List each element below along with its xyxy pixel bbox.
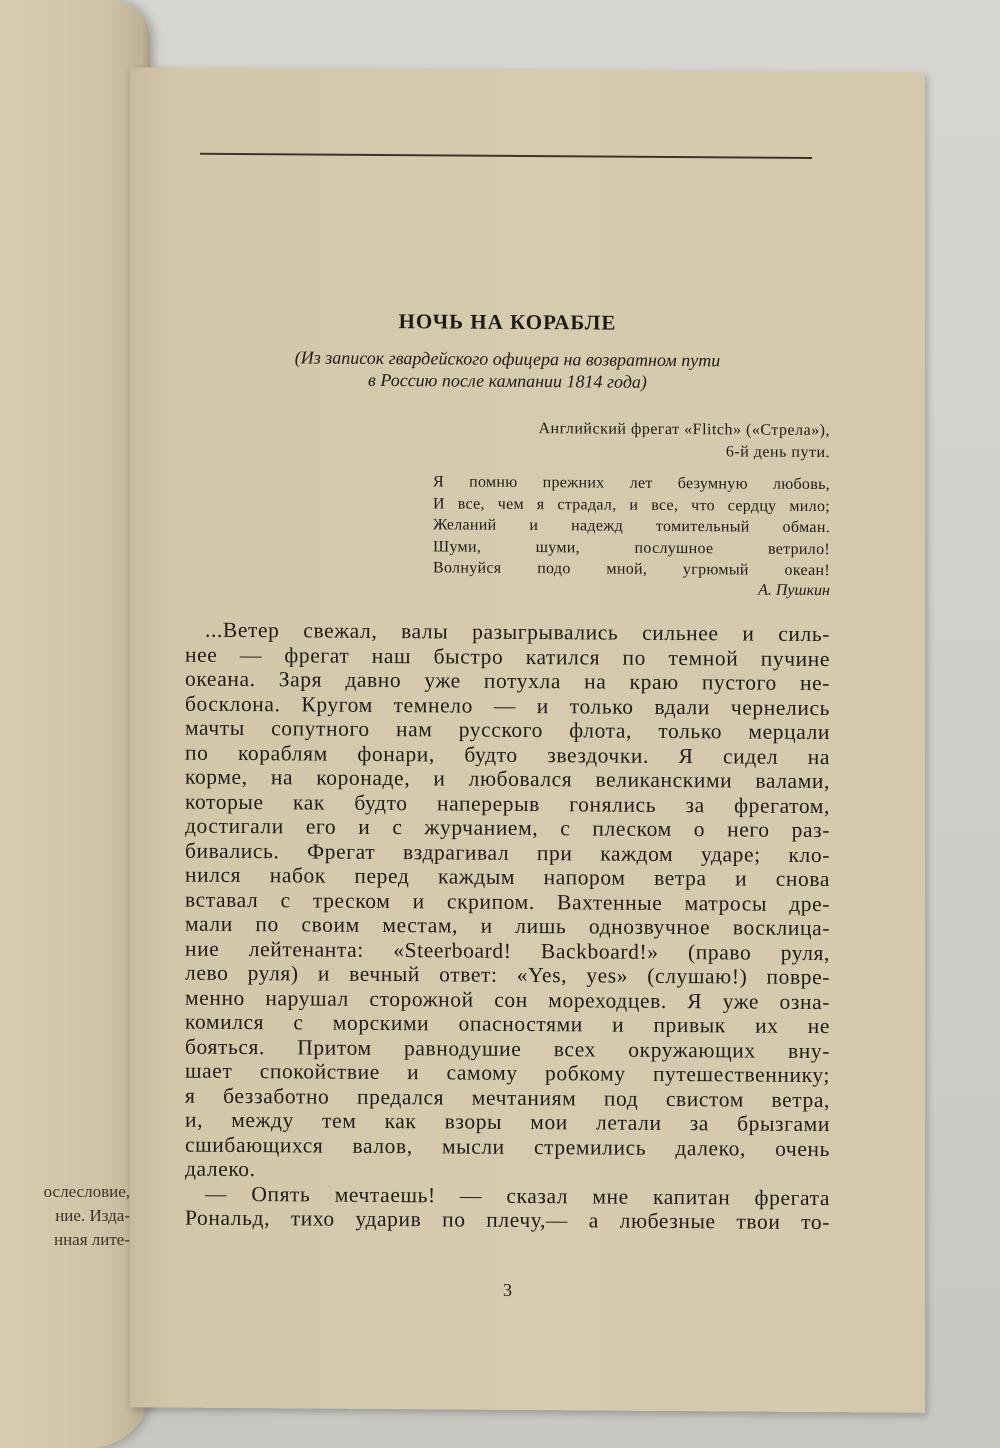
left-page-fragment: нная лите- [53, 1230, 130, 1249]
body-line: корме, на коронаде, и любовался великанскими валами, [185, 764, 830, 794]
body-line: лево руля) и вечный ответ: «Yes, yes» (слушаю!) повре- [185, 960, 830, 990]
left-page [0, 0, 150, 1448]
body-line: мали по своим местам, и лишь однозвучное восклица- [185, 911, 830, 941]
epigraph-line: И все, чем я страдал, и все, что сердцу мило; [433, 494, 830, 515]
body-text [185, 618, 830, 1235]
body-line: ...Ветер свежал, валы разыгрывались сильнее и силь- [205, 617, 830, 647]
body-line: которые как будто наперерыв гонялись за фрегатом, [185, 789, 830, 818]
place-line: Английский фрегат «Flitch» («Стрела»), [538, 420, 830, 440]
body-line: ние лейтенанта: «Steerboard! Backboard!» (право руля, [185, 936, 830, 965]
body-line: вставал с треском и скрипом. Вахтенные матросы дре- [185, 887, 830, 916]
body-line: мачты сопутного нам русского флота, только мерцали [185, 715, 830, 745]
body-line: и, между тем как взоры мои летали за брызгами [185, 1107, 830, 1137]
left-page-fragment: ослесловие, [43, 1182, 130, 1201]
body-line: комился с морскими опасностями и привык их не [185, 1009, 830, 1039]
body-line: менно нарушал сторожной сон мореходцев. Я уже озна- [185, 985, 830, 1014]
body-line: Рональд, тихо ударив по плечу,— а любезные твои то- [185, 1205, 830, 1235]
body-line: достигали его и с журчанием, с плеском о него раз- [185, 813, 830, 843]
epigraph-line: Я помню прежних лет безумную любовь, [433, 473, 830, 494]
body-line: океана. Заря давно уже потухла на краю пустого не- [185, 666, 830, 696]
body-line: нее — фрегат наш быстро катился по темной пучине [185, 642, 830, 671]
epigraph-line: Волнуйся подо мной, угрюмый океан! [433, 559, 830, 580]
body-line: бивались. Фрегат вздрагивал при каждом ударе; кло- [185, 838, 830, 867]
place-line: 6-й день пути. [725, 443, 830, 462]
body-line: по кораблям фонари, будто звездочки. Я сидел на [185, 740, 830, 769]
body-line: далеко. [185, 1156, 256, 1182]
subtitle-line: в Россию после кампании 1814 года) [368, 369, 647, 392]
place-note [538, 418, 830, 464]
body-line: я беззаботно предался мечтаниям под свистом ветра, [185, 1083, 830, 1112]
header-rule [200, 153, 812, 159]
left-page-fragment: ние. Изда- [55, 1206, 130, 1225]
body-line: бояться. Притом равнодушие всех окружающих вну- [185, 1034, 830, 1063]
page-title: НОЧЬ НА КОРАБЛЕ [398, 309, 617, 335]
body-line: босклона. Кругом темнело — и только вдали чернелись [185, 691, 830, 720]
body-line: сшибающихся валов, мысли стремились далеко, очень [185, 1132, 830, 1161]
subtitle [185, 346, 830, 395]
epigraph-line: Желаний и надежд томительный обман. [433, 516, 830, 537]
body-line: нился набок перед каждым напором ветра и снова [185, 862, 830, 892]
body-line: шает спокойствие и самому робкому путешественнику; [185, 1058, 830, 1088]
book-page [130, 67, 925, 1413]
page-number: 3 [503, 1279, 512, 1300]
epigraph [433, 471, 830, 581]
subtitle-line: (Из записок гвардейского офицера на возвратном пути [294, 347, 721, 371]
body-line: — Опять мечтаешь! — сказал мне капитан фрегата [205, 1181, 830, 1210]
epigraph-line: Шуми, шуми, послушное ветрило! [433, 537, 830, 558]
epigraph-author: А. Пушкин [758, 581, 830, 600]
